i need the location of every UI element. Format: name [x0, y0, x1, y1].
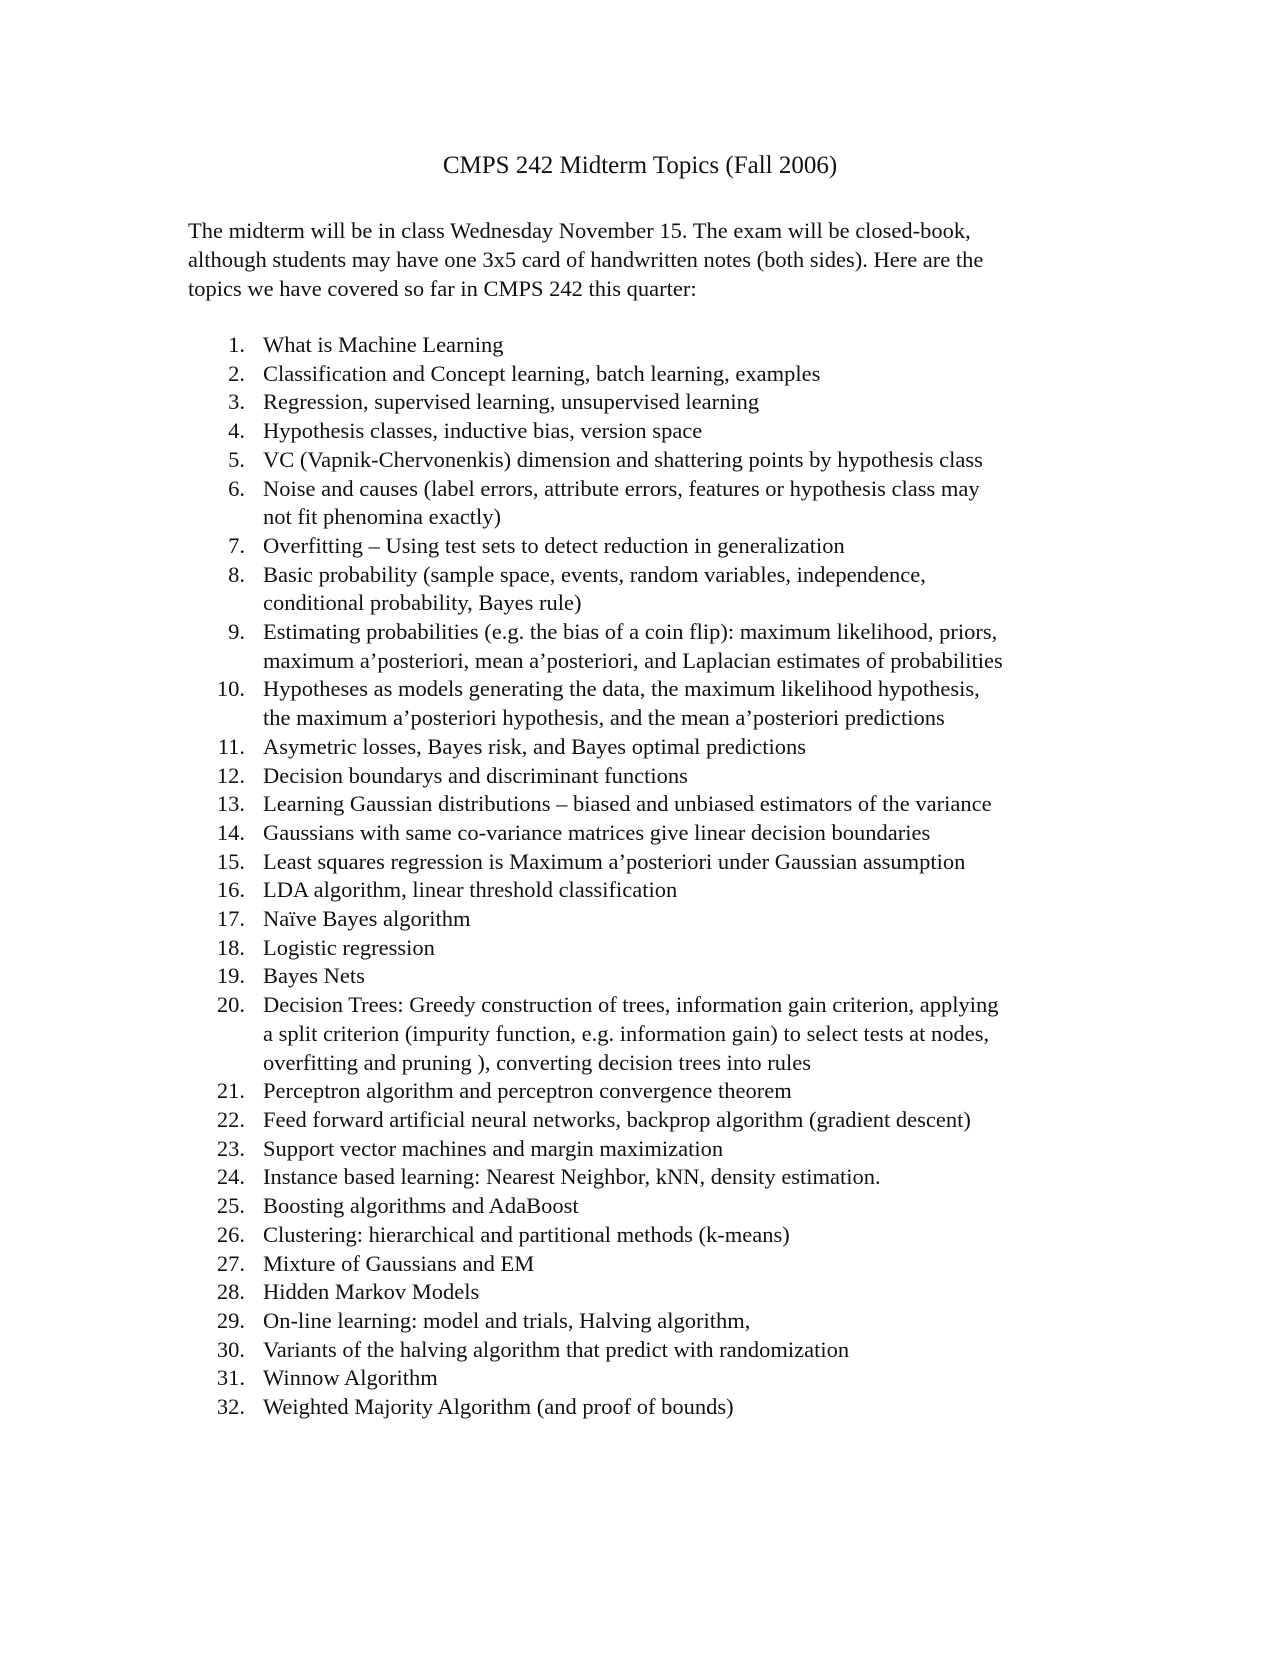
topic-item [0, 1307, 1280, 1336]
topic-item [0, 876, 1280, 905]
topic-number: 16. [216, 877, 245, 903]
intro-line: The midterm will be in class Wednesday November 15. The exam will be closed-book, [188, 218, 971, 243]
topic-text [263, 819, 1280, 848]
topic-text-line: the maximum a’posteriori hypothesis, and the mean a’posteriori predictions [263, 705, 945, 731]
topic-text-line: LDA algorithm, linear threshold classification [263, 877, 678, 903]
topic-text [263, 331, 1280, 360]
topic-number: 18. [216, 934, 245, 960]
topic-item [0, 1364, 1280, 1393]
topic-number: 3. [228, 389, 245, 415]
topic-item [0, 1192, 1280, 1221]
page-title: CMPS 242 Midterm Topics (Fall 2006) [442, 152, 838, 179]
topic-text-line: Decision boundarys and discriminant functions [263, 762, 688, 788]
topic-text-line: Least squares regression is Maximum a’posteriori under Gaussian assumption [263, 848, 966, 874]
topic-item [0, 1278, 1280, 1307]
topic-item [0, 475, 1280, 532]
topic-number: 26. [216, 1221, 245, 1247]
topic-text [263, 876, 1280, 905]
topic-item [0, 762, 1280, 791]
topic-text [263, 1077, 1280, 1106]
topic-text [263, 417, 1280, 446]
topic-text-line: Regression, supervised learning, unsupervised learning [263, 389, 760, 415]
topic-number: 8. [228, 561, 245, 587]
topic-item [0, 905, 1280, 934]
topic-number: 15. [216, 848, 245, 874]
intro-line: although students may have one 3x5 card of handwritten notes (both sides). Here are the [188, 247, 984, 272]
topic-number: 7. [228, 532, 245, 558]
topic-text-line: Noise and causes (label errors, attribute errors, features or hypothesis class may [263, 475, 980, 501]
topic-text-line: Boosting algorithms and AdaBoost [263, 1193, 579, 1219]
topic-text-line: a split criterion (impurity function, e.g. information gain) to select tests at nodes, [263, 1020, 990, 1046]
topic-number: 22. [216, 1106, 245, 1132]
topic-item [0, 388, 1280, 417]
topic-item [0, 417, 1280, 446]
topic-text [263, 360, 1280, 389]
topic-text-line: Winnow Algorithm [263, 1365, 438, 1391]
topic-text [263, 1250, 1280, 1279]
topic-item [0, 1106, 1280, 1135]
topic-item [0, 360, 1280, 389]
topic-text-line: Learning Gaussian distributions – biased and unbiased estimators of the variance [263, 791, 992, 817]
topic-number: 17. [216, 906, 245, 932]
topic-item [0, 934, 1280, 963]
topic-text-line: Logistic regression [263, 934, 435, 960]
topic-text-line: Bayes Nets [263, 963, 365, 989]
topic-number: 29. [216, 1307, 245, 1333]
topic-text-line: Naïve Bayes algorithm [263, 906, 471, 932]
topic-item [0, 675, 1280, 732]
topic-text-line: What is Machine Learning [263, 332, 504, 357]
topic-text-line: Hypothesis classes, inductive bias, version space [263, 418, 703, 444]
topic-text-line: Asymetric losses, Bayes risk, and Bayes optimal predictions [263, 733, 807, 759]
topic-number: 5. [228, 446, 245, 472]
topic-number: 23. [216, 1135, 245, 1161]
topic-text [263, 1336, 1280, 1365]
topic-text-line: maximum a’posteriori, mean a’posteriori, and Laplacian estimates of probabilities [263, 647, 1003, 673]
topic-text [263, 1163, 1280, 1192]
topic-text-line: Variants of the halving algorithm that predict with randomization [263, 1336, 850, 1362]
topic-text [263, 388, 1280, 417]
topic-text [263, 446, 1280, 475]
topic-text [263, 733, 1280, 762]
topic-text-line: Estimating probabilities (e.g. the bias of a coin flip): maximum likelihood, priors, [263, 619, 998, 645]
topic-item [0, 1135, 1280, 1164]
topic-text [263, 962, 1280, 991]
topic-text [263, 561, 1280, 618]
topic-text [263, 905, 1280, 934]
topic-number: 4. [228, 418, 245, 444]
topic-number: 2. [228, 360, 245, 386]
topic-number: 1. [228, 332, 245, 357]
topic-item [0, 1393, 1280, 1422]
topic-number: 13. [216, 791, 245, 817]
topic-number: 25. [216, 1193, 245, 1219]
topic-item [0, 1077, 1280, 1106]
topic-item [0, 1250, 1280, 1279]
topic-text-line: overfitting and pruning ), converting decision trees into rules [263, 1049, 811, 1075]
topic-text-line: VC (Vapnik-Chervonenkis) dimension and shattering points by hypothesis class [263, 446, 983, 472]
topic-text [263, 1278, 1280, 1307]
topic-number: 10. [216, 676, 245, 702]
topic-item [0, 1221, 1280, 1250]
topic-item [0, 618, 1280, 675]
topic-text [263, 934, 1280, 963]
topic-item [0, 991, 1280, 1077]
topic-text [263, 1192, 1280, 1221]
topic-text-line: not fit phenomina exactly) [263, 504, 502, 530]
topic-text-line: Overfitting – Using test sets to detect reduction in generalization [263, 532, 845, 558]
topic-item [0, 532, 1280, 561]
intro-line: topics we have covered so far in CMPS 242 this quarter: [188, 276, 697, 301]
topic-number: 32. [216, 1394, 245, 1420]
topic-text-line: Mixture of Gaussians and EM [263, 1250, 535, 1276]
topic-item [0, 962, 1280, 991]
intro-paragraph [188, 216, 1108, 303]
topic-number: 19. [216, 963, 245, 989]
topic-item [0, 848, 1280, 877]
topic-number: 30. [216, 1336, 245, 1362]
topic-text-line: Basic probability (sample space, events, random variables, independence, [263, 561, 926, 587]
topic-text [263, 1393, 1280, 1422]
topic-text [263, 762, 1280, 791]
topic-item [0, 733, 1280, 762]
topic-text-line: Hidden Markov Models [263, 1279, 480, 1305]
topic-number: 14. [216, 819, 245, 845]
topic-number: 31. [216, 1365, 245, 1391]
topic-item [0, 1336, 1280, 1365]
topic-text [263, 532, 1280, 561]
topic-text-line: Instance based learning: Nearest Neighbor, kNN, density estimation. [263, 1164, 881, 1190]
topic-text-line: Gaussians with same co-variance matrices give linear decision boundaries [263, 819, 931, 845]
topic-number: 21. [216, 1078, 245, 1104]
topic-text-line: On-line learning: model and trials, Halving algorithm, [263, 1307, 751, 1333]
topic-list [0, 331, 1280, 1422]
topic-number: 6. [228, 475, 245, 501]
topic-text-line: Weighted Majority Algorithm (and proof of bounds) [263, 1394, 734, 1420]
topic-number: 28. [216, 1279, 245, 1305]
topic-number: 24. [216, 1164, 245, 1190]
topic-text [263, 1307, 1280, 1336]
topic-text-line: Support vector machines and margin maximization [263, 1135, 724, 1161]
topic-text [263, 1135, 1280, 1164]
topic-text [263, 1221, 1280, 1250]
topic-text [263, 618, 1280, 675]
topic-number: 9. [228, 619, 245, 645]
topic-number: 12. [216, 762, 245, 788]
topic-item [0, 561, 1280, 618]
topic-item [0, 790, 1280, 819]
topic-text-line: conditional probability, Bayes rule) [263, 590, 582, 616]
topic-text-line: Classification and Concept learning, batch learning, examples [263, 360, 821, 386]
topic-text-line: Decision Trees: Greedy construction of trees, information gain criterion, applying [263, 992, 999, 1018]
topic-text [263, 475, 1280, 532]
topic-text [263, 848, 1280, 877]
topic-number: 11. [217, 733, 245, 759]
topic-text [263, 675, 1280, 732]
topic-item [0, 819, 1280, 848]
topic-item [0, 446, 1280, 475]
topic-text-line: Clustering: hierarchical and partitional methods (k-means) [263, 1221, 790, 1247]
topic-text-line: Hypotheses as models generating the data, the maximum likelihood hypothesis, [263, 676, 980, 702]
topic-text [263, 1364, 1280, 1393]
topic-text-line: Feed forward artificial neural networks, backprop algorithm (gradient descent) [263, 1106, 971, 1132]
topic-text [263, 991, 1280, 1077]
topic-text-line: Perceptron algorithm and perceptron convergence theorem [263, 1078, 792, 1104]
topic-item [0, 331, 1280, 360]
topic-item [0, 1163, 1280, 1192]
topic-text [263, 790, 1280, 819]
topic-number: 20. [216, 992, 245, 1018]
topic-number: 27. [216, 1250, 245, 1276]
topic-text [263, 1106, 1280, 1135]
